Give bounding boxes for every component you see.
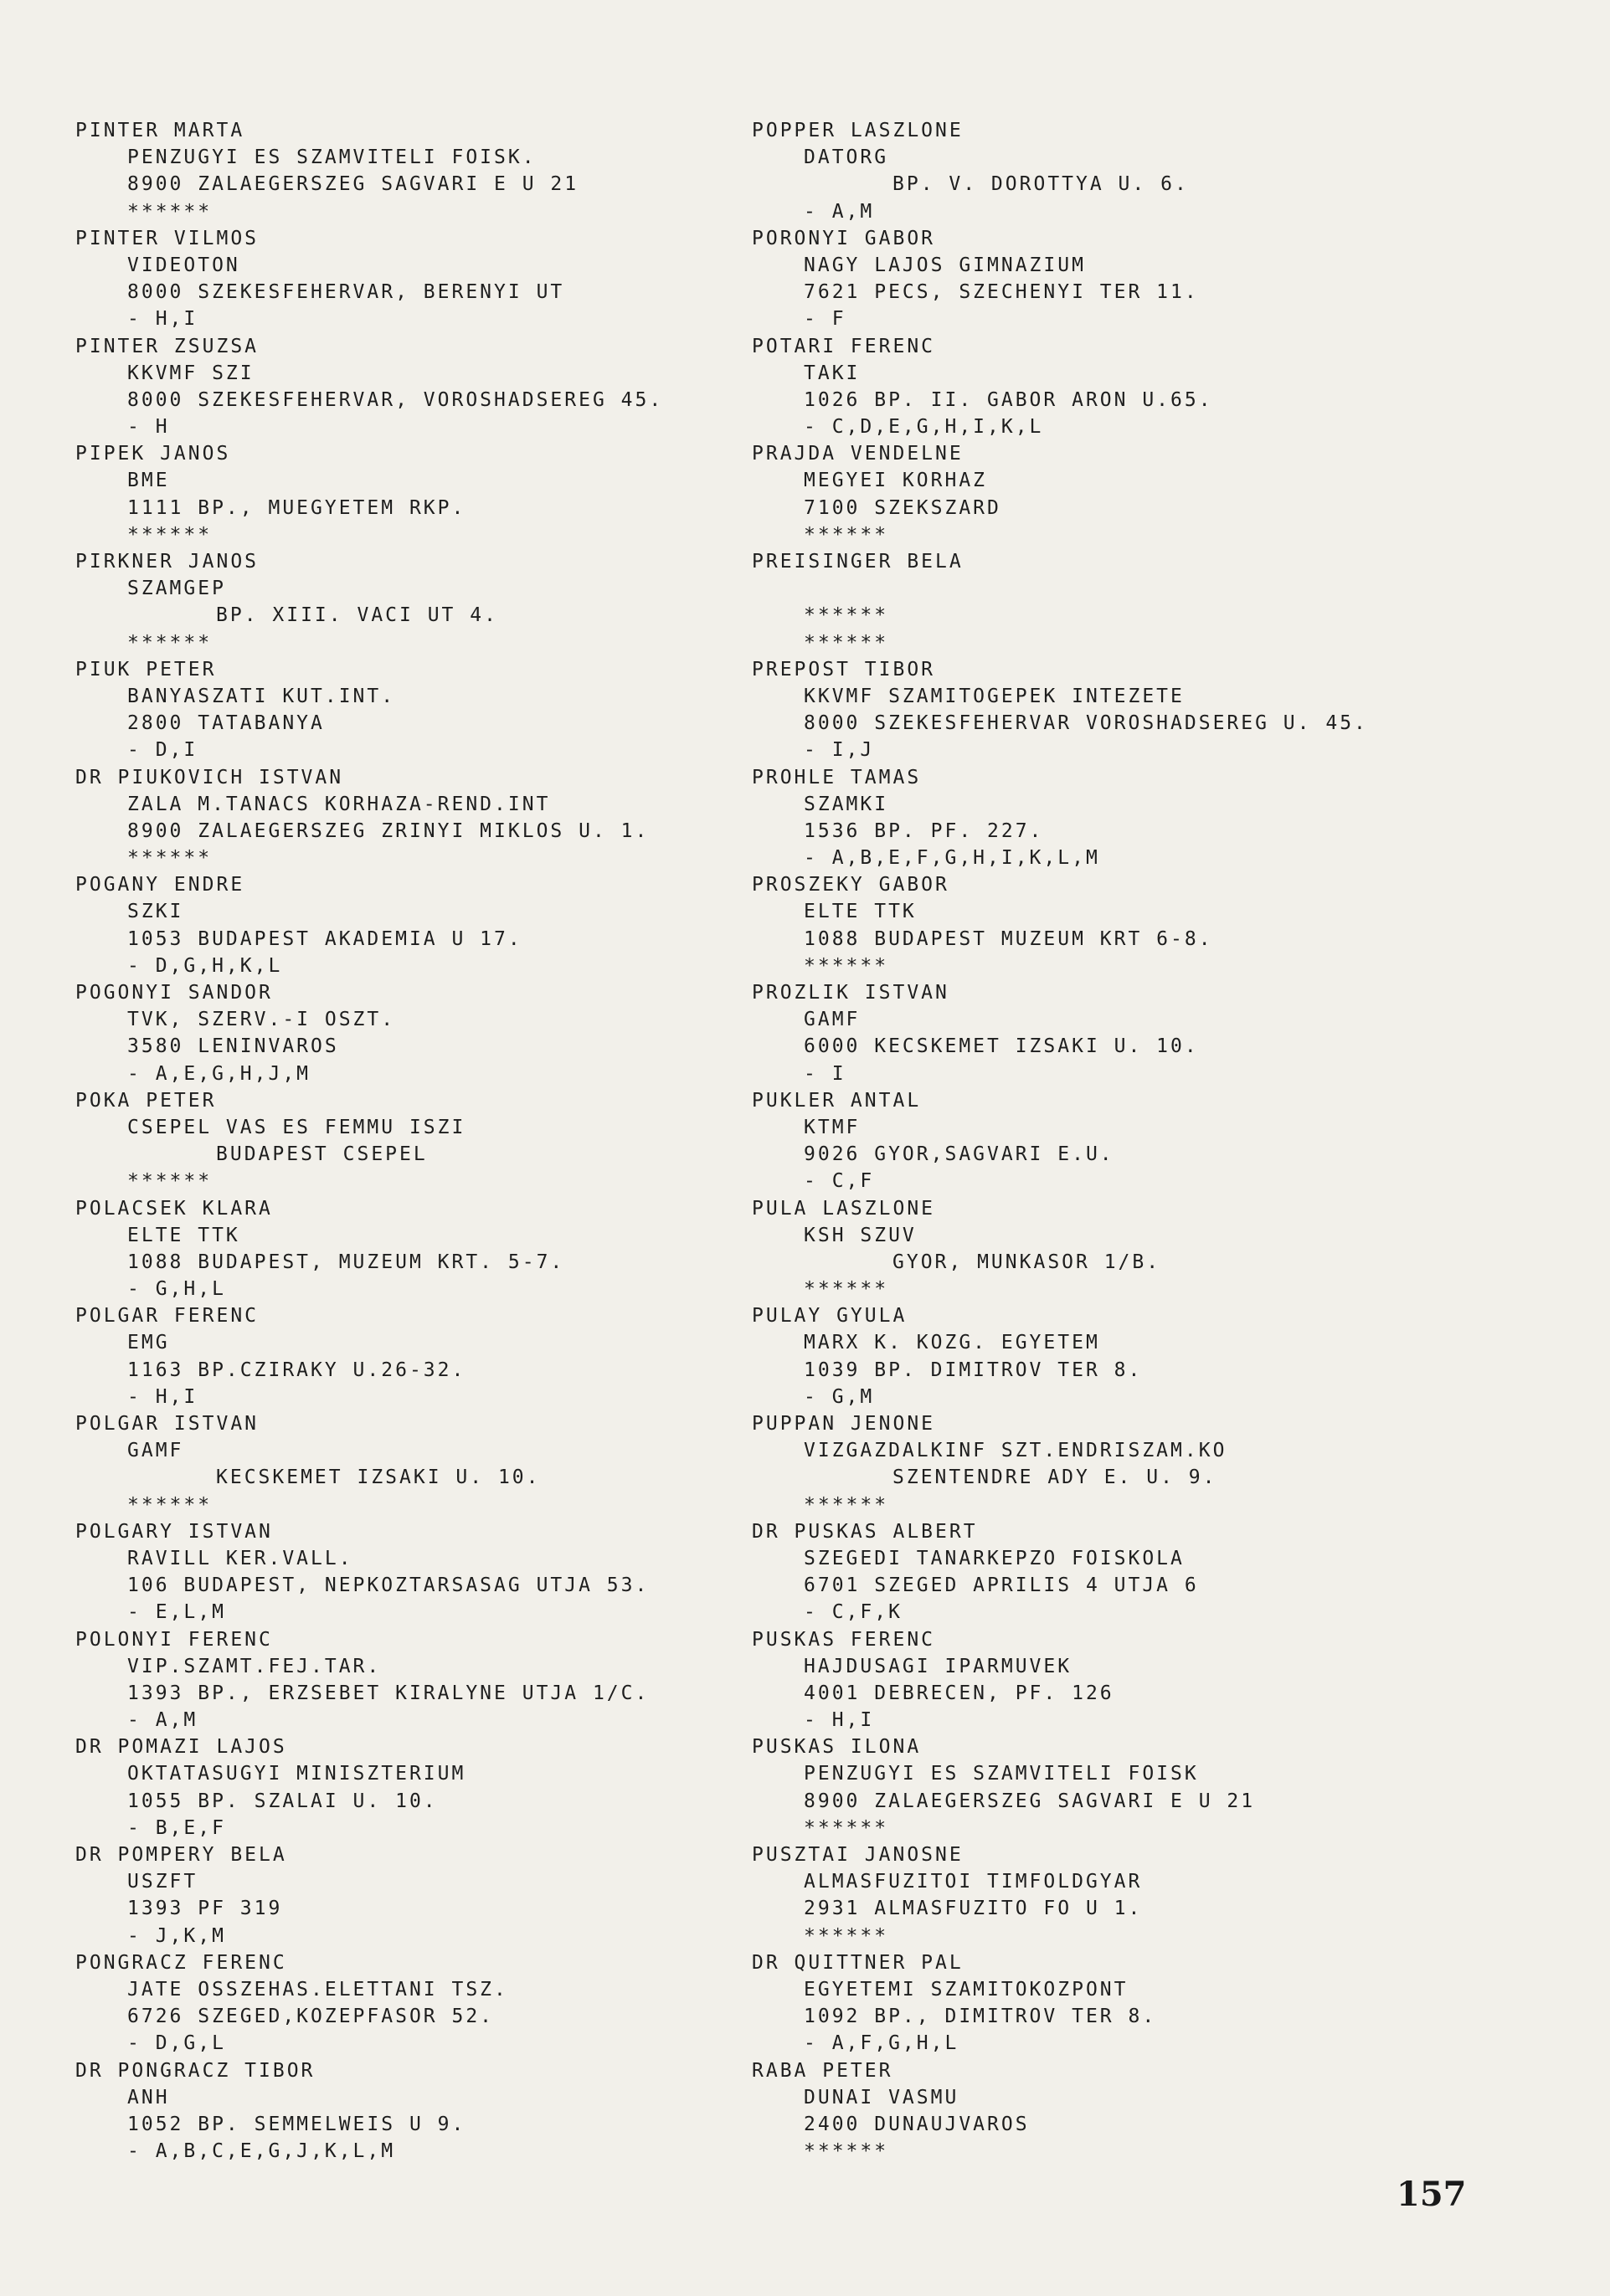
directory-entry: [752, 440, 1472, 548]
directory-entry: [75, 1087, 795, 1195]
directory-entry: [75, 871, 795, 979]
entry-address: 8900 ZALAEGERSZEG SAGVARI E U 21: [804, 1790, 1256, 1812]
entry-address: BUDAPEST CSEPEL: [216, 1143, 428, 1166]
entry-org: SZAMKI: [804, 793, 889, 815]
directory-entry: [75, 1734, 795, 1841]
entry-org: NAGY LAJOS GIMNAZIUM: [804, 254, 1086, 276]
entry-codes: ******: [127, 847, 213, 870]
entry-address: 8900 ZALAEGERSZEG ZRINYI MIKLOS U. 1.: [127, 819, 650, 842]
entry-name: PREPOST TIBOR: [752, 658, 936, 681]
entry-codes: - A,F,G,H,L: [804, 2032, 959, 2055]
entry-org: TVK, SZERV.-I OSZT.: [127, 1009, 396, 1031]
entry-name: POTARI FERENC: [752, 335, 936, 357]
directory-entry: [75, 225, 795, 333]
directory-entry: [752, 1518, 1472, 1626]
directory-entry: [752, 871, 1472, 979]
entry-name: POGONYI SANDOR: [75, 982, 273, 1004]
entry-name: PROHLE TAMAS: [752, 766, 922, 788]
directory-entry: [75, 1195, 795, 1303]
entry-org: DUNAI VASMU: [804, 2086, 959, 2109]
entry-org: KTMF: [804, 1116, 861, 1138]
directory-entry: [75, 548, 795, 656]
entry-name: PONGRACZ FERENC: [75, 1951, 287, 1974]
directory-entry: [752, 979, 1472, 1087]
entry-codes: - D,G,H,K,L: [127, 954, 283, 977]
entry-address: 8000 SZEKESFEHERVAR VOROSHADSEREG U. 45.: [804, 712, 1368, 735]
entry-address: 6726 SZEGED,KOZEPFASOR 52.: [127, 2006, 495, 2028]
directory-entry: [752, 1626, 1472, 1734]
entry-codes: ******: [804, 1493, 889, 1516]
entry-address: 1088 BUDAPEST, MUZEUM KRT. 5-7.: [127, 1251, 565, 1273]
entry-address: 6701 SZEGED APRILIS 4 UTJA 6: [804, 1574, 1199, 1597]
entry-name: POKA PETER: [75, 1089, 217, 1112]
entry-name: DR PONGRACZ TIBOR: [75, 2059, 316, 2082]
directory-entry: [75, 1626, 795, 1734]
entry-codes: ******: [804, 1816, 889, 1839]
entry-address: 6000 KECSKEMET IZSAKI U. 10.: [804, 1035, 1199, 1058]
directory-entry: [752, 1841, 1472, 1949]
directory-entry: [75, 1518, 795, 1626]
entry-name: PORONYI GABOR: [752, 227, 936, 249]
entry-address: 1052 BP. SEMMELWEIS U 9.: [127, 2113, 466, 2135]
entry-address: 1163 BP.CZIRAKY U.26-32.: [127, 1359, 466, 1381]
entry-name: PULA LASZLONE: [752, 1197, 936, 1220]
entry-codes: - A,M: [127, 1709, 198, 1732]
directory-entry: [75, 333, 795, 441]
entry-org: MEGYEI KORHAZ: [804, 470, 988, 492]
entry-codes: - C,D,E,G,H,I,K,L: [804, 416, 1044, 439]
entry-codes: ******: [127, 200, 213, 223]
entry-org: RAVILL KER.VALL.: [127, 1547, 353, 1569]
entry-name: POLGAR FERENC: [75, 1305, 260, 1328]
entry-name: RABA PETER: [752, 2059, 893, 2082]
entry-address: BP. V. DOROTTYA U. 6.: [892, 173, 1189, 196]
entry-codes: - I,J: [804, 739, 875, 762]
entry-address: 1026 BP. II. GABOR ARON U.65.: [804, 388, 1213, 411]
entry-name: POLGAR ISTVAN: [75, 1413, 260, 1435]
entry-codes: ******: [804, 954, 889, 977]
entry-org: GAMF: [127, 1440, 184, 1462]
entry-address: 1053 BUDAPEST AKADEMIA U 17.: [127, 927, 522, 950]
entry-name: PUSKAS FERENC: [752, 1628, 936, 1651]
entry-codes: - A,B,C,E,G,J,K,L,M: [127, 2140, 396, 2163]
entry-org: DATORG: [804, 146, 889, 169]
entry-codes: ******: [804, 631, 889, 654]
entry-codes: - A,B,E,F,G,H,I,K,L,M: [804, 847, 1100, 870]
directory-entry: [75, 1841, 795, 1949]
entry-name: PUPPAN JENONE: [752, 1413, 936, 1435]
entry-address: 1088 BUDAPEST MUZEUM KRT 6-8.: [804, 927, 1213, 950]
left-column: [75, 117, 795, 2165]
entry-org: VIP.SZAMT.FEJ.TAR.: [127, 1655, 382, 1677]
entry-codes: ******: [804, 1924, 889, 1947]
entry-address: 8000 SZEKESFEHERVAR, BERENYI UT: [127, 281, 565, 304]
directory-entry: [75, 656, 795, 764]
directory-entry: [75, 117, 795, 225]
entry-name: PUSKAS ILONA: [752, 1736, 922, 1759]
directory-entry: [752, 2057, 1472, 2165]
entry-org: GAMF: [804, 1009, 861, 1031]
entry-codes: - F: [804, 308, 846, 331]
entry-name: DR POMAZI LAJOS: [75, 1736, 287, 1759]
entry-name: PINTER MARTA: [75, 120, 245, 141]
entry-codes: ******: [804, 1278, 889, 1301]
entry-name: PIUK PETER: [75, 658, 217, 681]
entry-org: TAKI: [804, 362, 861, 384]
right-column: [752, 117, 1472, 2165]
directory-entry: [752, 656, 1472, 764]
directory-entry: [752, 1734, 1472, 1841]
entry-name: POLONYI FERENC: [75, 1628, 273, 1651]
entry-address: 2400 DUNAUJVAROS: [804, 2113, 1030, 2135]
entry-org: [752, 575, 1472, 602]
entry-codes: - D,G,L: [127, 2032, 226, 2055]
entry-name: PUSZTAI JANOSNE: [752, 1844, 964, 1866]
entry-name: POGANY ENDRE: [75, 874, 245, 896]
entry-address: 1092 BP., DIMITROV TER 8.: [804, 2006, 1157, 2028]
directory-entry: [75, 1949, 795, 2057]
entry-name: DR PUSKAS ALBERT: [752, 1520, 978, 1543]
entry-name: DR QUITTNER PAL: [752, 1951, 964, 1974]
entry-codes: - J,K,M: [127, 1924, 226, 1947]
directory-entry: [752, 1302, 1472, 1410]
entry-name: DR PIUKOVICH ISTVAN: [75, 766, 344, 788]
entry-org: VIDEOTON: [127, 254, 240, 276]
entry-codes: - C,F,K: [804, 1601, 903, 1624]
directory-entry: [752, 1087, 1472, 1195]
entry-name: POLACSEK KLARA: [75, 1197, 273, 1220]
entry-address: 1393 PF 319: [127, 1898, 283, 1920]
directory-entry: [752, 333, 1472, 441]
entry-codes: - H: [127, 416, 170, 439]
entry-name: PIPEK JANOS: [75, 443, 231, 465]
entry-codes: - H,I: [804, 1709, 875, 1732]
entry-codes: - G,M: [804, 1385, 875, 1408]
directory-entry: [752, 1410, 1472, 1518]
entry-codes: - H,I: [127, 308, 198, 331]
directory-entry: [75, 764, 795, 872]
entry-org: VIZGAZDALKINF SZT.ENDRISZAM.KO: [804, 1440, 1227, 1462]
entry-name: PINTER VILMOS: [75, 227, 260, 249]
directory-entry: [752, 117, 1472, 225]
directory-entry: [752, 1949, 1472, 2057]
entry-name: PROZLIK ISTVAN: [752, 982, 949, 1004]
entry-name: PIRKNER JANOS: [75, 551, 260, 573]
entry-address: 7621 PECS, SZECHENYI TER 11.: [804, 281, 1199, 304]
entry-address: 1039 BP. DIMITROV TER 8.: [804, 1359, 1143, 1381]
entry-codes: - E,L,M: [127, 1601, 226, 1624]
entry-org: PENZUGYI ES SZAMVITELI FOISK.: [127, 146, 537, 169]
entry-address: KECSKEMET IZSAKI U. 10.: [216, 1466, 541, 1489]
entry-address: 8900 ZALAEGERSZEG SAGVARI E U 21: [127, 173, 579, 196]
entry-codes: ******: [127, 1493, 213, 1516]
entry-org: ZALA M.TANACS KORHAZA-REND.INT: [127, 793, 551, 815]
entry-name: PINTER ZSUZSA: [75, 335, 260, 357]
entry-org: BANYASZATI KUT.INT.: [127, 685, 396, 707]
entry-address: SZENTENDRE ADY E. U. 9.: [892, 1466, 1217, 1489]
directory-entry: [75, 1302, 795, 1410]
entry-name: DR POMPERY BELA: [75, 1844, 287, 1866]
entry-name: POLGARY ISTVAN: [75, 1520, 273, 1543]
entry-org: ELTE TTK: [804, 901, 917, 923]
entry-org: KSH SZUV: [804, 1224, 917, 1246]
entry-name: PUKLER ANTAL: [752, 1089, 922, 1112]
entry-codes: - I: [804, 1062, 846, 1085]
entry-org: EGYETEMI SZAMITOKOZPONT: [804, 1978, 1129, 2001]
entry-address: 4001 DEBRECEN, PF. 126: [804, 1682, 1114, 1704]
entry-org: MARX K. KOZG. EGYETEM: [804, 1332, 1100, 1354]
entry-name: POPPER LASZLONE: [752, 120, 964, 141]
directory-entry: [752, 1195, 1472, 1303]
entry-org: USZFT: [127, 1871, 198, 1893]
entry-org: SZKI: [127, 901, 184, 923]
entry-name: PULAY GYULA: [752, 1305, 908, 1328]
entry-org: HAJDUSAGI IPARMUVEK: [804, 1655, 1072, 1677]
entry-address: 7100 SZEKSZARD: [804, 496, 1001, 519]
entry-org: ELTE TTK: [127, 1224, 240, 1246]
entry-codes: - D,I: [127, 739, 198, 762]
directory-entry: [75, 440, 795, 548]
entry-org: SZAMGEP: [127, 578, 226, 600]
entry-codes: ******: [804, 2140, 889, 2163]
entry-codes: ******: [127, 1170, 213, 1193]
directory-entry: [75, 1410, 795, 1518]
entry-address: ******: [804, 604, 889, 627]
entry-org: OKTATASUGYI MINISZTERIUM: [127, 1763, 466, 1785]
entry-name: PROSZEKY GABOR: [752, 874, 949, 896]
directory-entry: [752, 548, 1472, 656]
entry-address: BP. XIII. VACI UT 4.: [216, 604, 498, 627]
entry-name: PRAJDA VENDELNE: [752, 443, 964, 465]
entry-address: 3580 LENINVAROS: [127, 1035, 339, 1058]
page-number: 157: [1397, 2175, 1467, 2214]
directory-entry: [75, 979, 795, 1087]
entry-org: PENZUGYI ES SZAMVITELI FOISK: [804, 1763, 1199, 1785]
entry-org: CSEPEL VAS ES FEMMU ISZI: [127, 1116, 466, 1138]
entry-codes: - B,E,F: [127, 1816, 226, 1839]
entry-org: EMG: [127, 1332, 170, 1354]
entry-org: ALMASFUZITOI TIMFOLDGYAR: [804, 1871, 1143, 1893]
entry-org: BME: [127, 470, 170, 492]
entry-address: 8000 SZEKESFEHERVAR, VOROSHADSEREG 45.: [127, 388, 664, 411]
entry-codes: - C,F: [804, 1170, 875, 1193]
entry-org: KKVMF SZAMITOGEPEK INTEZETE: [804, 685, 1185, 707]
entry-address: 1055 BP. SZALAI U. 10.: [127, 1790, 438, 1812]
entry-codes: ******: [127, 631, 213, 654]
entry-name: PREISINGER BELA: [752, 551, 964, 573]
directory-entry: [75, 2057, 795, 2165]
entry-address: 106 BUDAPEST, NEPKOZTARSASAG UTJA 53.: [127, 1574, 650, 1597]
entry-address: 1393 BP., ERZSEBET KIRALYNE UTJA 1/C.: [127, 1682, 650, 1704]
entry-codes: ******: [804, 523, 889, 546]
entry-codes: - A,M: [804, 200, 875, 223]
directory-entry: [752, 225, 1472, 333]
entry-codes: - A,E,G,H,J,M: [127, 1062, 311, 1085]
entry-codes: ******: [127, 523, 213, 546]
entry-address: 1536 BP. PF. 227.: [804, 819, 1044, 842]
entry-address: GYOR, MUNKASOR 1/B.: [892, 1251, 1161, 1273]
entry-address: 2931 ALMASFUZITO FO U 1.: [804, 1898, 1143, 1920]
entry-org: KKVMF SZI: [127, 362, 255, 384]
entry-codes: - H,I: [127, 1385, 198, 1408]
entry-address: 2800 TATABANYA: [127, 712, 325, 735]
entry-org: SZEGEDI TANARKEPZO FOISKOLA: [804, 1547, 1185, 1569]
entry-org: JATE OSSZEHAS.ELETTANI TSZ.: [127, 1978, 508, 2001]
entry-address: 9026 GYOR,SAGVARI E.U.: [804, 1143, 1114, 1166]
directory-entry: [752, 764, 1472, 872]
entry-org: ANH: [127, 2086, 170, 2109]
entry-codes: - G,H,L: [127, 1278, 226, 1301]
entry-address: 1111 BP., MUEGYETEM RKP.: [127, 496, 466, 519]
